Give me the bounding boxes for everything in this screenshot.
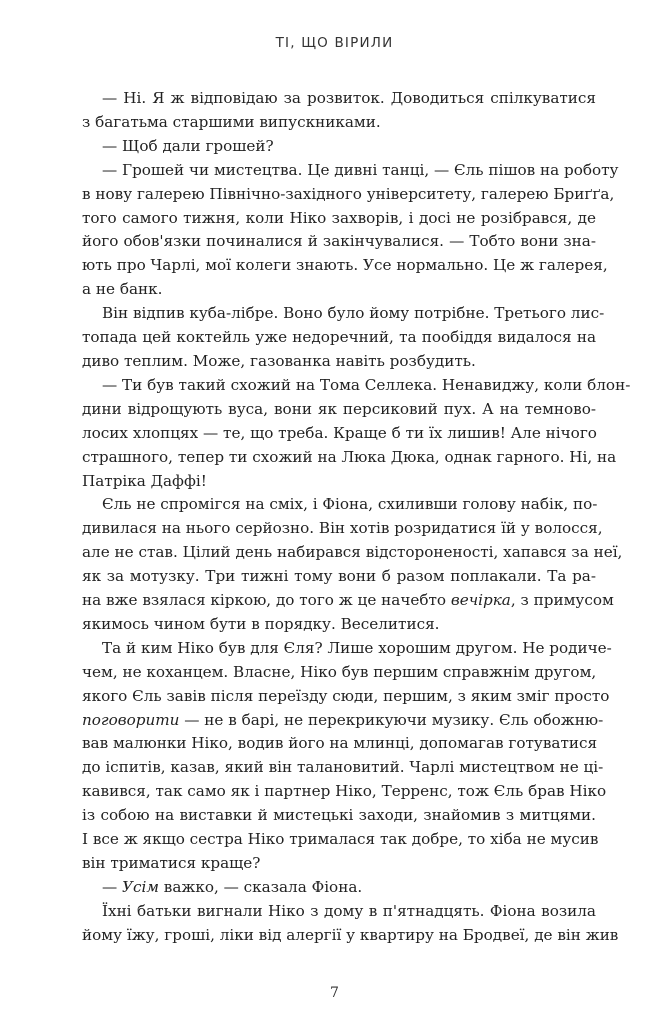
text-line: в нову галерею Північно-західного університету, галерею Бриґґа, [82, 184, 615, 203]
text-line: вав малюнки Ніко, водив його на млинці, допомагав готуватися [82, 734, 598, 753]
paragraph [82, 493, 623, 636]
text-line: але не став. Цілий день набирався відстороненості, хапався за неї, [82, 543, 623, 562]
text-line: поговорити — не в барі, не перекрикуючи музику. Єль обожню- [82, 710, 604, 729]
text-line: його обов'язки починалися й закінчувалися. — Тобто вони зна- [82, 232, 596, 251]
paragraph [82, 302, 605, 374]
text-line: — Щоб дали грошей? [102, 136, 274, 155]
text-line: топада цей коктейль уже недоречний, та пообіддя видалося на [82, 328, 596, 347]
paragraph [82, 374, 631, 494]
text-line: ють про Чарлі, мої колеги знають. Усе нормально. Це ж галерея, [82, 256, 608, 275]
text-line: лосих хлопцях — те, що треба. Краще б ти їх лишив! Але нічого [82, 423, 597, 442]
paragraph [82, 159, 619, 302]
text-line: якимось чином бути в порядку. Веселитися. [82, 614, 440, 633]
text-line: він триматися краще? [82, 854, 261, 872]
text-line: кавився, так само як і партнер Ніко, Терренс, тож Єль брав Ніко [82, 782, 607, 801]
text-line: Та й ким Ніко був для Єля? Лише хорошим другом. Не родиче- [102, 638, 612, 657]
text-line: — Ти був такий схожий на Тома Селлека. Ненавиджу, коли блон- [102, 375, 631, 394]
body-text [82, 87, 631, 948]
text-line: того самого тижня, коли Ніко захворів, і досі не розібрався, де [82, 208, 596, 227]
text-line: — Грошей чи мистецтва. Це дивні танці, — Єль пішов на роботу [102, 160, 619, 179]
text-line: йому їжу, гроші, ліки від алергії у квартиру на Бродвеї, де він жив [82, 925, 619, 944]
running-title: ТІ, ЩО ВІРИЛИ [275, 35, 394, 51]
paragraph [82, 876, 596, 900]
text-line: якого Єль завів після переїзду сюди, першим, з яким зміг просто [82, 686, 610, 705]
text-line: чем, не коханцем. Власне, Ніко був першим справжнім другом, [82, 662, 597, 681]
text-line: Єль не спромігся на сміх, і Фіона, схиливши голову набік, по- [102, 495, 598, 514]
paragraph [82, 637, 612, 876]
paragraph [82, 135, 596, 159]
text-line: до іспитів, казав, який він талановитий. Чарлі мистецтвом не ці- [82, 758, 604, 777]
text-line: а не банк. [82, 280, 163, 299]
paragraph [82, 87, 596, 135]
text-line: дини відрощують вуса, вони як персиковий пух. А на темново- [82, 399, 596, 418]
text-line: — Ні. Я ж відповідаю за розвиток. Доводиться спілкуватися [102, 89, 596, 107]
text-line: із собою на виставки й мистецькі заходи, знайомив з митцями. [82, 806, 596, 825]
paragraph [82, 900, 619, 948]
text-line: диво теплим. Може, газованка навіть розбудить. [82, 351, 476, 370]
text-line: на вже взялася кіркою, до того ж це начебто вечірка, з примусом [82, 591, 614, 610]
text-line: страшного, тепер ти схожий на Люка Дюка, однак гарного. Ні, на [82, 447, 617, 466]
text-line: з багатьма старшими випускниками. [82, 112, 381, 131]
text-line: як за мотузку. Три тижні тому вони б разом поплакали. Та ра- [82, 567, 596, 586]
page-number: 7 [330, 985, 339, 1001]
text-line: дивилася на нього серйозно. Він хотів розридатися їй у волосся, [82, 519, 603, 538]
text-line: Їхні батьки вигнали Ніко з дому в п'ятнадцять. Фіона возила [102, 901, 596, 920]
text-line: І все ж якщо сестра Ніко трималася так добре, то хіба не мусив [82, 830, 599, 849]
text-line: — Усім важко, — сказала Фіона. [102, 877, 363, 896]
text-line: Патріка Даффі! [82, 471, 207, 490]
text-line: Він відпив куба-лібре. Воно було йому потрібне. Третього лис- [102, 304, 605, 323]
